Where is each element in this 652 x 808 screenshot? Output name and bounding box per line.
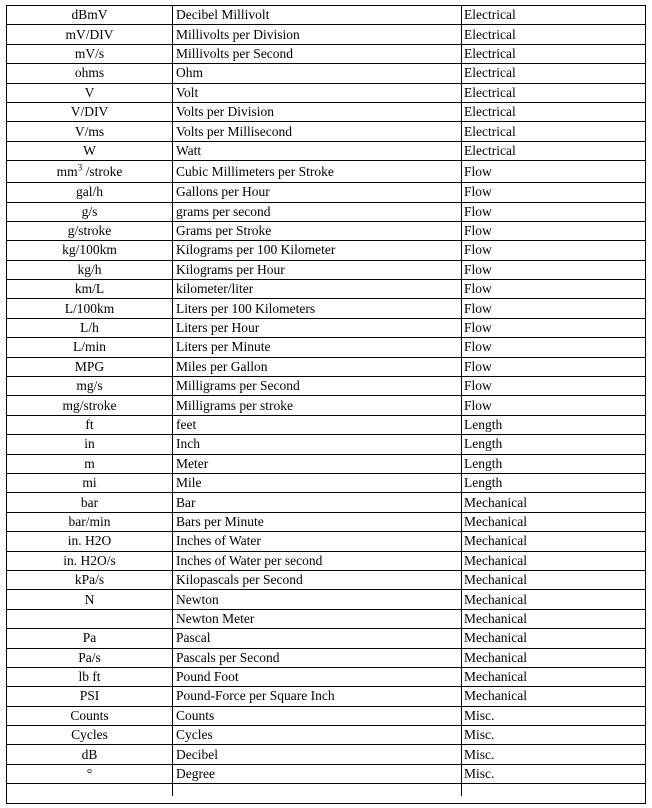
- category-cell: Mechanical: [462, 570, 647, 589]
- unit-cell: [7, 532, 173, 551]
- unit-symbol: in. H2O: [67, 533, 112, 549]
- unit-symbol: W: [83, 142, 96, 158]
- category-cell: Flow: [462, 396, 647, 415]
- unit-cell: [7, 726, 173, 745]
- category-cell: Flow: [462, 299, 647, 318]
- table-row: [7, 25, 646, 44]
- unit-symbol: mm: [56, 163, 78, 179]
- unit-symbol: gal/h: [76, 184, 103, 200]
- unit-cell: [7, 609, 173, 628]
- unit-cell: [7, 493, 173, 512]
- description-cell: Inch: [173, 435, 462, 454]
- description-cell: Liters per Minute: [173, 338, 462, 357]
- empty-cell: [173, 784, 462, 797]
- description-cell: Kilopascals per Second: [173, 570, 462, 589]
- unit-symbol: V/ms: [74, 123, 105, 139]
- unit-symbol: PSI: [79, 688, 100, 704]
- unit-cell: [7, 299, 173, 318]
- category-cell: Flow: [462, 202, 647, 221]
- unit-symbol: bar/min: [68, 513, 111, 529]
- category-cell: Flow: [462, 241, 647, 260]
- description-cell: Liters per 100 Kilometers: [173, 299, 462, 318]
- empty-cell: [7, 784, 173, 797]
- category-cell: Flow: [462, 161, 647, 183]
- unit-cell: [7, 141, 173, 160]
- table-row: [7, 435, 646, 454]
- empty-table-row: [7, 784, 646, 797]
- category-cell: Mechanical: [462, 648, 647, 667]
- description-cell: Pound Foot: [173, 667, 462, 686]
- description-cell: Inches of Water: [173, 532, 462, 551]
- unit-cell: [7, 512, 173, 531]
- table-row: [7, 590, 646, 609]
- unit-cell: [7, 667, 173, 686]
- table-row: [7, 745, 646, 764]
- empty-cell: [462, 784, 647, 797]
- description-cell: Ohm: [173, 64, 462, 83]
- table-row: [7, 318, 646, 337]
- description-cell: Counts: [173, 706, 462, 725]
- description-cell: Watt: [173, 141, 462, 160]
- category-cell: Length: [462, 415, 647, 434]
- table-row: [7, 102, 646, 121]
- category-cell: Misc.: [462, 764, 647, 783]
- description-cell: Meter: [173, 454, 462, 473]
- table-row: [7, 764, 646, 783]
- unit-symbol: mi: [82, 475, 97, 491]
- table-row: [7, 551, 646, 570]
- unit-symbol: Counts: [70, 707, 109, 723]
- table-row: [7, 473, 646, 492]
- category-cell: Flow: [462, 318, 647, 337]
- unit-suffix: /stroke: [82, 163, 123, 179]
- unit-symbol: L/min: [73, 339, 106, 355]
- description-cell: Cubic Millimeters per Stroke: [173, 161, 462, 183]
- category-cell: Mechanical: [462, 590, 647, 609]
- table-row: [7, 357, 646, 376]
- description-cell: Pound-Force per Square Inch: [173, 687, 462, 706]
- category-cell: Flow: [462, 221, 647, 240]
- table-row: [7, 260, 646, 279]
- table-row: [7, 44, 646, 63]
- unit-cell: [7, 687, 173, 706]
- description-cell: Gallons per Hour: [173, 183, 462, 202]
- unit-symbol: g/stroke: [67, 223, 112, 239]
- table-row: [7, 83, 646, 102]
- description-cell: Millivolts per Division: [173, 25, 462, 44]
- unit-symbol: Cycles: [71, 727, 108, 743]
- table-row: [7, 667, 646, 686]
- unit-cell: [7, 102, 173, 121]
- table-row: [7, 377, 646, 396]
- unit-cell: [7, 706, 173, 725]
- description-cell: feet: [173, 415, 462, 434]
- category-cell: Mechanical: [462, 629, 647, 648]
- unit-symbol: kPa/s: [74, 572, 105, 588]
- category-cell: Electrical: [462, 64, 647, 83]
- description-cell: Bar: [173, 493, 462, 512]
- category-cell: Electrical: [462, 102, 647, 121]
- table-row: [7, 280, 646, 299]
- description-cell: Milligrams per stroke: [173, 396, 462, 415]
- units-table-container: [6, 5, 646, 804]
- category-cell: Electrical: [462, 122, 647, 141]
- table-row: [7, 512, 646, 531]
- table-row: [7, 415, 646, 434]
- table-row: [7, 6, 646, 25]
- table-row: [7, 396, 646, 415]
- unit-symbol: ft: [85, 417, 94, 432]
- unit-symbol: lb ft: [78, 669, 101, 685]
- table-row: [7, 609, 646, 628]
- table-row: [7, 338, 646, 357]
- category-cell: Electrical: [462, 141, 647, 160]
- table-row: [7, 141, 646, 160]
- category-cell: Electrical: [462, 83, 647, 102]
- unit-cell: [7, 435, 173, 454]
- unit-cell: [7, 473, 173, 492]
- table-row: [7, 726, 646, 745]
- description-cell: Volt: [173, 83, 462, 102]
- table-row: [7, 241, 646, 260]
- category-cell: Mechanical: [462, 532, 647, 551]
- unit-cell: [7, 202, 173, 221]
- category-cell: Mechanical: [462, 687, 647, 706]
- table-row: [7, 161, 646, 183]
- table-row: [7, 706, 646, 725]
- description-cell: Cycles: [173, 726, 462, 745]
- unit-cell: [7, 260, 173, 279]
- unit-cell: [7, 590, 173, 609]
- category-cell: Electrical: [462, 6, 647, 25]
- table-row: [7, 183, 646, 202]
- unit-cell: [7, 122, 173, 141]
- unit-cell: [7, 183, 173, 202]
- unit-symbol: mg/s: [76, 378, 103, 394]
- table-row: [7, 221, 646, 240]
- unit-cell: [7, 745, 173, 764]
- unit-cell: [7, 83, 173, 102]
- unit-cell: [7, 357, 173, 376]
- unit-cell: [7, 454, 173, 473]
- unit-symbol: V: [84, 84, 95, 100]
- unit-cell: [7, 64, 173, 83]
- table-row: [7, 202, 646, 221]
- units-table: [7, 6, 646, 796]
- unit-cell: [7, 338, 173, 357]
- unit-symbol: dB: [81, 746, 98, 762]
- table-row: [7, 532, 646, 551]
- unit-cell: [7, 551, 173, 570]
- category-cell: Flow: [462, 377, 647, 396]
- category-cell: Length: [462, 435, 647, 454]
- description-cell: Volts per Millisecond: [173, 122, 462, 141]
- description-cell: Decibel: [173, 745, 462, 764]
- unit-symbol: mV/s: [74, 45, 105, 61]
- category-cell: Length: [462, 454, 647, 473]
- category-cell: Flow: [462, 280, 647, 299]
- unit-symbol: dBmV: [71, 7, 108, 23]
- description-cell: Milligrams per Second: [173, 377, 462, 396]
- table-row: [7, 629, 646, 648]
- category-cell: Flow: [462, 338, 647, 357]
- units-table-body: [7, 6, 646, 796]
- category-cell: Flow: [462, 183, 647, 202]
- table-row: [7, 493, 646, 512]
- category-cell: Mechanical: [462, 609, 647, 628]
- unit-cell: [7, 629, 173, 648]
- table-row: [7, 570, 646, 589]
- description-cell: Newton: [173, 590, 462, 609]
- unit-symbol: km/L: [74, 281, 105, 297]
- unit-symbol: g/s: [81, 203, 98, 219]
- table-row: [7, 687, 646, 706]
- unit-cell: [7, 25, 173, 44]
- unit-symbol: m: [84, 455, 95, 471]
- description-cell: Millivolts per Second: [173, 44, 462, 63]
- category-cell: Flow: [462, 260, 647, 279]
- unit-cell: [7, 396, 173, 415]
- unit-cell: [7, 241, 173, 260]
- category-cell: Flow: [462, 357, 647, 376]
- unit-cell: [7, 318, 173, 337]
- description-cell: Pascal: [173, 629, 462, 648]
- description-cell: Grams per Stroke: [173, 221, 462, 240]
- category-cell: Misc.: [462, 706, 647, 725]
- unit-symbol: V/DIV: [70, 104, 109, 120]
- description-cell: Newton Meter: [173, 609, 462, 628]
- description-cell: Liters per Hour: [173, 318, 462, 337]
- category-cell: Mechanical: [462, 493, 647, 512]
- unit-cell: [7, 6, 173, 25]
- unit-cell: [7, 415, 173, 434]
- unit-symbol: mg/stroke: [62, 397, 117, 413]
- description-cell: grams per second: [173, 202, 462, 221]
- description-cell: Miles per Gallon: [173, 357, 462, 376]
- unit-superscript: 3: [77, 162, 83, 173]
- unit-cell: [7, 377, 173, 396]
- category-cell: Mechanical: [462, 551, 647, 570]
- description-cell: Bars per Minute: [173, 512, 462, 531]
- unit-symbol: N: [84, 591, 95, 607]
- category-cell: Length: [462, 473, 647, 492]
- category-cell: Electrical: [462, 25, 647, 44]
- unit-cell: [7, 221, 173, 240]
- category-cell: Mechanical: [462, 512, 647, 531]
- description-cell: Decibel Millivolt: [173, 6, 462, 25]
- unit-symbol: kg/100km: [62, 242, 117, 258]
- unit-symbol: L/h: [80, 320, 99, 336]
- unit-symbol: L/100km: [64, 300, 115, 316]
- unit-cell: [7, 764, 173, 783]
- table-row: [7, 64, 646, 83]
- unit-symbol: bar: [80, 494, 99, 510]
- description-cell: Inches of Water per second: [173, 551, 462, 570]
- category-cell: Misc.: [462, 745, 647, 764]
- unit-symbol: Pa/s: [78, 649, 101, 665]
- table-row: [7, 454, 646, 473]
- description-cell: Volts per Division: [173, 102, 462, 121]
- unit-symbol: in: [84, 436, 95, 452]
- table-row: [7, 648, 646, 667]
- unit-symbol: mV/DIV: [65, 26, 114, 42]
- description-cell: Mile: [173, 473, 462, 492]
- unit-cell: [7, 280, 173, 299]
- category-cell: Mechanical: [462, 667, 647, 686]
- unit-symbol: Pa: [82, 630, 97, 646]
- unit-cell: [7, 44, 173, 63]
- unit-symbol: in. H2O/s: [63, 552, 116, 568]
- category-cell: Electrical: [462, 44, 647, 63]
- description-cell: Kilograms per Hour: [173, 260, 462, 279]
- table-row: [7, 122, 646, 141]
- description-cell: Pascals per Second: [173, 648, 462, 667]
- unit-symbol: °: [86, 766, 93, 782]
- unit-symbol: MPG: [74, 358, 105, 374]
- table-row: [7, 299, 646, 318]
- unit-symbol: ohms: [74, 65, 105, 81]
- description-cell: kilometer/liter: [173, 280, 462, 299]
- description-cell: Degree: [173, 764, 462, 783]
- unit-cell: [7, 648, 173, 667]
- unit-cell: [7, 570, 173, 589]
- unit-cell: [7, 161, 173, 183]
- category-cell: Misc.: [462, 726, 647, 745]
- unit-symbol: kg/h: [77, 261, 102, 277]
- description-cell: Kilograms per 100 Kilometer: [173, 241, 462, 260]
